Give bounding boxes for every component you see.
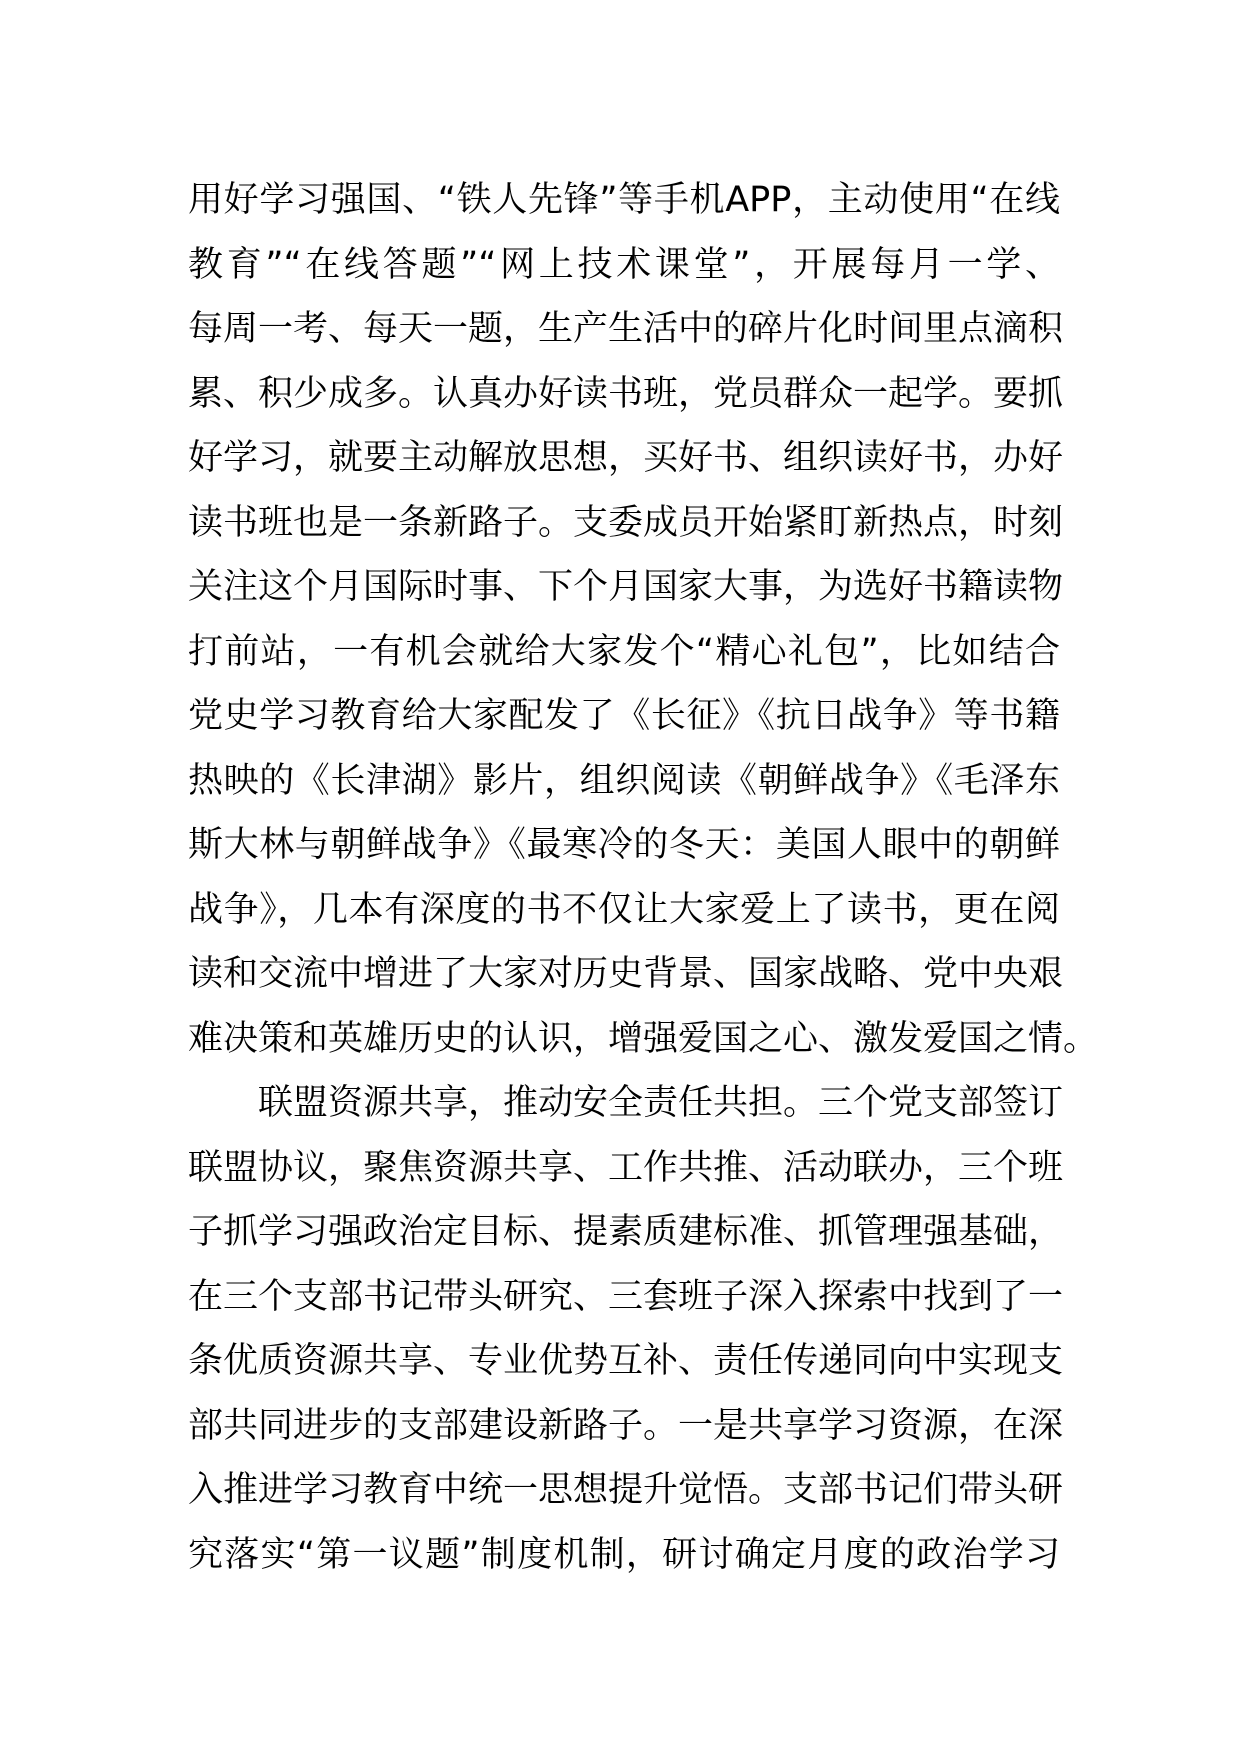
- text-line: 党史学习教育给大家配发了《长征》《抗日战争》等书籍: [188, 696, 1060, 736]
- text-line: 入推进学习教育中统一思想提升觉悟。支部书记们带头研: [188, 1470, 1064, 1510]
- text-line: 战争》，几本有深度的书不仅让大家爱上了读书，更在阅: [188, 889, 1060, 930]
- text-line: 部共同进步的支部建设新路子。一是共享学习资源，在深: [188, 1405, 1064, 1446]
- text-line: 斯大林与朝鲜战争》《最寒冷的冬天：美国人眼中的朝鲜: [188, 825, 1060, 865]
- text-line: 用好学习强国、“铁人先锋”等手机APP，主动使用“在线: [188, 180, 1060, 220]
- text-line: 好学习，就要主动解放思想，买好书、组织读好书，办好: [188, 438, 1064, 478]
- paragraph-first-line: 联盟资源共享，推动安全责任共担。三个党支部签订: [258, 1083, 1064, 1123]
- body-text: [188, 168, 1099, 1587]
- text-line: 究落实“第一议题”制度机制，研讨确定月度的政治学习: [188, 1534, 1060, 1575]
- text-line: 打前站，一有机会就给大家发个“精心礼包”，比如结合: [188, 631, 1060, 672]
- text-line: 读和交流中增进了大家对历史背景、国家战略、党中央艰: [188, 954, 1064, 994]
- text-line: 联盟协议，聚焦资源共享、工作共推、活动联办，三个班: [188, 1147, 1064, 1188]
- text-line: 累、积少成多。认真办好读书班，党员群众一起学。要抓: [188, 373, 1064, 414]
- text-line: 教育”“在线答题”“网上技术课堂”，开展每月一学、: [188, 244, 1060, 285]
- text-line: 在三个支部书记带头研究、三套班子深入探索中找到了一: [188, 1276, 1064, 1317]
- text-line: 子抓学习强政治定目标、提素质建标准、抓管理强基础，: [188, 1212, 1064, 1252]
- text-line: 关注这个月国际时事、下个月国家大事，为选好书籍读物: [188, 567, 1064, 607]
- text-line: 条优质资源共享、专业优势互补、责任传递同向中实现支: [188, 1341, 1064, 1381]
- text-line: 读书班也是一条新路子。支委成员开始紧盯新热点，时刻: [188, 502, 1064, 543]
- text-line: 热映的《长津湖》影片，组织阅读《朝鲜战争》《毛泽东: [188, 760, 1060, 801]
- text-line: 每周一考、每天一题，生产生活中的碎片化时间里点滴积: [188, 309, 1064, 349]
- text-line: 难决策和英雄历史的认识，增强爱国之心、激发爱国之情。: [188, 1018, 1099, 1059]
